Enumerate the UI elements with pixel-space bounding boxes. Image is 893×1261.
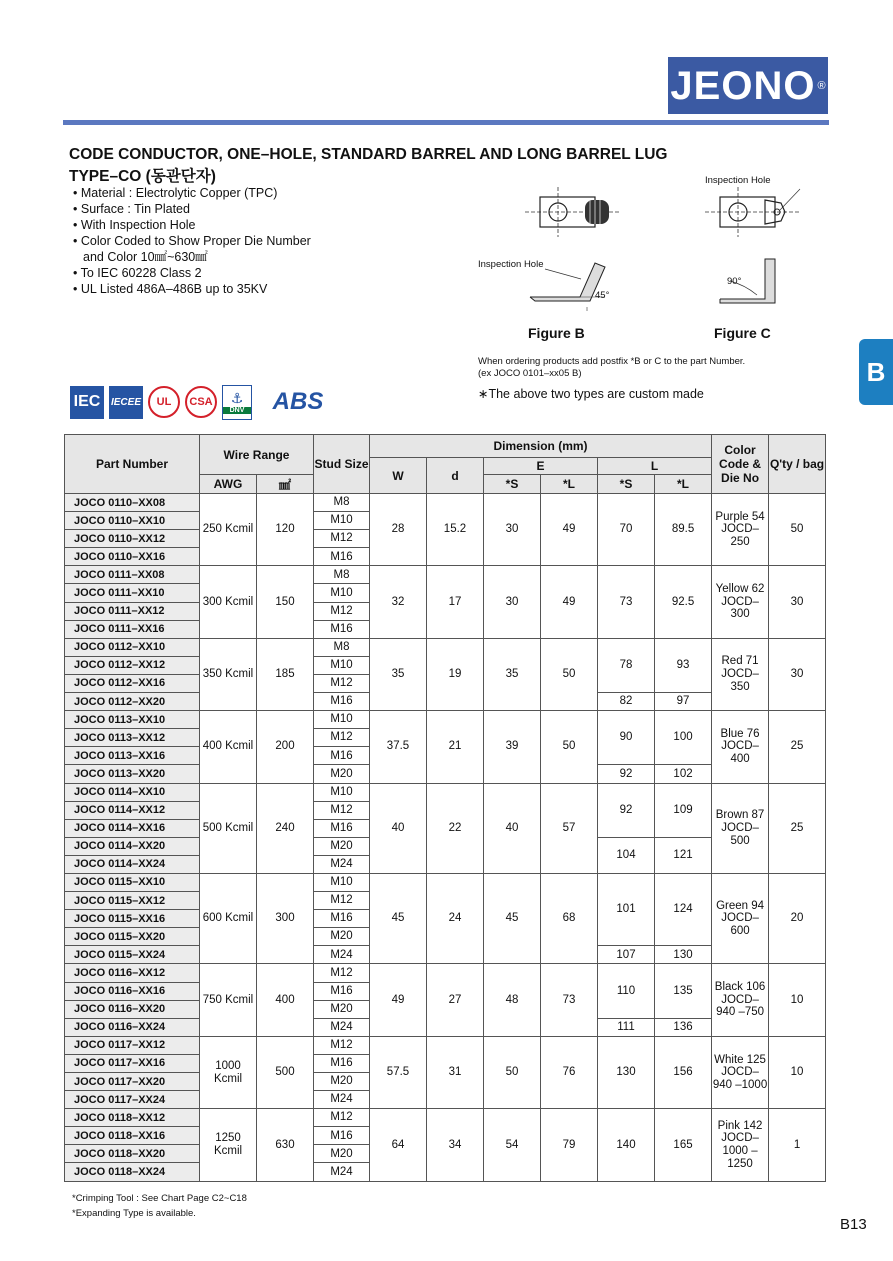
part-number-cell: JOCO 0115–XX10: [65, 873, 200, 891]
qty-cell: 30: [769, 566, 826, 638]
figure-b-label: Figure B: [528, 325, 585, 341]
e-s-cell: 39: [484, 711, 541, 783]
e-l-cell: 68: [541, 873, 598, 963]
mm2-cell: 200: [257, 711, 314, 783]
feature-item: • Color Coded to Show Proper Die Number: [73, 233, 311, 249]
awg-cell: 1000 Kcmil: [200, 1036, 257, 1108]
feature-item: • Surface : Tin Plated: [73, 201, 311, 217]
figure-b-top-view: [525, 185, 625, 240]
l-l-cell: 109: [655, 783, 712, 837]
color-code-cell: Brown 87 JOCD–500: [712, 783, 769, 873]
stud-size-cell: M20: [314, 765, 370, 783]
stud-size-cell: M20: [314, 1145, 370, 1163]
part-number-cell: JOCO 0112–XX12: [65, 656, 200, 674]
brand-logo: [668, 57, 828, 114]
part-number-cell: JOCO 0116–XX20: [65, 1000, 200, 1018]
footnote-crimping: *Crimping Tool : See Chart Page C2~C18: [72, 1193, 247, 1204]
part-number-cell: JOCO 0114–XX16: [65, 819, 200, 837]
qty-cell: 50: [769, 494, 826, 566]
e-l-cell: 76: [541, 1036, 598, 1108]
feature-item: • To IEC 60228 Class 2: [73, 265, 311, 281]
section-tab[interactable]: B: [859, 339, 893, 405]
header-l: L: [598, 458, 712, 475]
l-l-cell: 89.5: [655, 494, 712, 566]
l-l-cell: 156: [655, 1036, 712, 1108]
stud-size-cell: M16: [314, 693, 370, 711]
part-number-cell: JOCO 0111–XX12: [65, 602, 200, 620]
awg-cell: 600 Kcmil: [200, 873, 257, 963]
feature-item-continued: and Color 10㎟~630㎟: [83, 250, 208, 264]
stud-size-cell: M20: [314, 837, 370, 855]
l-s-cell: 101: [598, 873, 655, 945]
l-s-cell: 90: [598, 711, 655, 765]
part-number-cell: JOCO 0111–XX08: [65, 566, 200, 584]
w-cell: 40: [370, 783, 427, 873]
header-stud-size: Stud Size: [314, 435, 370, 494]
stud-size-cell: M8: [314, 638, 370, 656]
feature-item: • Material : Electrolytic Copper (TPC): [73, 185, 311, 201]
part-number-cell: JOCO 0116–XX12: [65, 964, 200, 982]
part-number-cell: JOCO 0116–XX16: [65, 982, 200, 1000]
part-number-cell: JOCO 0117–XX24: [65, 1091, 200, 1109]
l-l-cell: 97: [655, 693, 712, 711]
table-row: [65, 566, 826, 584]
l-s-cell: 111: [598, 1018, 655, 1036]
header-l-l: *L: [655, 475, 712, 494]
table-row: [65, 638, 826, 656]
mm2-cell: 630: [257, 1109, 314, 1181]
brand-name: JEONO: [670, 63, 816, 108]
stud-size-cell: M16: [314, 910, 370, 928]
table-row: [65, 494, 826, 512]
l-s-cell: 70: [598, 494, 655, 566]
order-note: [478, 356, 745, 380]
l-s-cell: 78: [598, 638, 655, 692]
anchor-icon: ⚓: [230, 390, 244, 406]
stud-size-cell: M12: [314, 964, 370, 982]
l-s-cell: 92: [598, 783, 655, 837]
l-l-cell: 135: [655, 964, 712, 1018]
mm2-cell: 185: [257, 638, 314, 710]
color-code-cell: Purple 54 JOCD–250: [712, 494, 769, 566]
w-cell: 57.5: [370, 1036, 427, 1108]
part-number-cell: JOCO 0115–XX16: [65, 910, 200, 928]
e-l-cell: 79: [541, 1109, 598, 1181]
part-number-cell: JOCO 0110–XX16: [65, 548, 200, 566]
stud-size-cell: M12: [314, 602, 370, 620]
page-number: B13: [840, 1216, 867, 1233]
stud-size-cell: M8: [314, 566, 370, 584]
table-row: [65, 711, 826, 729]
awg-cell: 350 Kcmil: [200, 638, 257, 710]
part-number-cell: JOCO 0116–XX24: [65, 1018, 200, 1036]
part-number-cell: JOCO 0118–XX12: [65, 1109, 200, 1127]
l-s-cell: 130: [598, 1036, 655, 1108]
stud-size-cell: M16: [314, 747, 370, 765]
certification-logos: [70, 384, 339, 420]
d-cell: 19: [427, 638, 484, 710]
angle-label-b: 45°: [595, 290, 610, 301]
e-l-cell: 73: [541, 964, 598, 1036]
feature-item: • With Inspection Hole: [73, 217, 311, 233]
part-number-cell: JOCO 0110–XX10: [65, 512, 200, 530]
w-cell: 32: [370, 566, 427, 638]
awg-cell: 250 Kcmil: [200, 494, 257, 566]
abs-logo: ABS: [272, 388, 324, 415]
stud-size-cell: M12: [314, 1109, 370, 1127]
stud-size-cell: M12: [314, 729, 370, 747]
part-number-cell: JOCO 0115–XX12: [65, 892, 200, 910]
part-number-cell: JOCO 0115–XX24: [65, 946, 200, 964]
color-code-cell: Pink 142 JOCD–1000 –1250: [712, 1109, 769, 1181]
spec-table: [64, 434, 826, 1182]
page-title: CODE CONDUCTOR, ONE–HOLE, STANDARD BARREL AND LONG BARREL LUG: [69, 146, 668, 163]
l-l-cell: 130: [655, 946, 712, 964]
header-e: E: [484, 458, 598, 475]
part-number-cell: JOCO 0113–XX20: [65, 765, 200, 783]
stud-size-cell: M16: [314, 548, 370, 566]
table-row: [65, 1036, 826, 1054]
qty-cell: 10: [769, 964, 826, 1036]
part-number-cell: JOCO 0110–XX08: [65, 494, 200, 512]
awg-cell: 400 Kcmil: [200, 711, 257, 783]
e-s-cell: 48: [484, 964, 541, 1036]
mm2-cell: 400: [257, 964, 314, 1036]
mm2-cell: 120: [257, 494, 314, 566]
w-cell: 37.5: [370, 711, 427, 783]
stud-size-cell: M10: [314, 873, 370, 891]
table-row: [65, 1109, 826, 1127]
feature-list: [73, 185, 311, 297]
part-number-cell: JOCO 0112–XX10: [65, 638, 200, 656]
d-cell: 17: [427, 566, 484, 638]
l-s-cell: 73: [598, 566, 655, 638]
w-cell: 64: [370, 1109, 427, 1181]
dnv-logo: [222, 385, 252, 420]
stud-size-cell: M16: [314, 819, 370, 837]
header-divider: [63, 120, 829, 125]
custom-made-note: ∗The above two types are custom made: [478, 387, 704, 401]
e-s-cell: 30: [484, 566, 541, 638]
stud-size-cell: M10: [314, 584, 370, 602]
header-qty: Q'ty / bag: [769, 435, 826, 494]
l-l-cell: 136: [655, 1018, 712, 1036]
e-s-cell: 45: [484, 873, 541, 963]
e-l-cell: 50: [541, 711, 598, 783]
mm2-cell: 150: [257, 566, 314, 638]
e-s-cell: 35: [484, 638, 541, 710]
angle-label-c: 90°: [727, 276, 742, 287]
stud-size-cell: M24: [314, 1163, 370, 1181]
header-color-code: Color Code & Die No: [712, 435, 769, 494]
l-l-cell: 102: [655, 765, 712, 783]
page-subtitle: TYPE–CO (동관단자): [69, 168, 216, 185]
color-code-cell: Yellow 62 JOCD–300: [712, 566, 769, 638]
brand-registered-mark: ®: [817, 79, 826, 92]
e-s-cell: 54: [484, 1109, 541, 1181]
l-s-cell: 92: [598, 765, 655, 783]
part-number-cell: JOCO 0115–XX20: [65, 928, 200, 946]
l-l-cell: 165: [655, 1109, 712, 1181]
stud-size-cell: M20: [314, 928, 370, 946]
l-s-cell: 107: [598, 946, 655, 964]
color-code-cell: Black 106 JOCD–940 –750: [712, 964, 769, 1036]
qty-cell: 30: [769, 638, 826, 710]
d-cell: 22: [427, 783, 484, 873]
e-l-cell: 49: [541, 566, 598, 638]
mm2-cell: 300: [257, 873, 314, 963]
stud-size-cell: M12: [314, 1036, 370, 1054]
stud-size-cell: M20: [314, 1073, 370, 1091]
awg-cell: 500 Kcmil: [200, 783, 257, 873]
stud-size-cell: M10: [314, 512, 370, 530]
part-number-cell: JOCO 0111–XX10: [65, 584, 200, 602]
stud-size-cell: M10: [314, 711, 370, 729]
qty-cell: 1: [769, 1109, 826, 1181]
part-number-cell: JOCO 0114–XX12: [65, 801, 200, 819]
figure-b-side-view: [525, 255, 625, 315]
iec-logo: IEC: [70, 386, 104, 419]
stud-size-cell: M16: [314, 1054, 370, 1072]
part-number-cell: JOCO 0114–XX20: [65, 837, 200, 855]
stud-size-cell: M10: [314, 656, 370, 674]
d-cell: 31: [427, 1036, 484, 1108]
part-number-cell: JOCO 0114–XX10: [65, 783, 200, 801]
part-number-cell: JOCO 0118–XX16: [65, 1127, 200, 1145]
iecee-logo: IECEE: [109, 386, 143, 419]
header-awg: AWG: [200, 475, 257, 494]
l-s-cell: 82: [598, 693, 655, 711]
stud-size-cell: M12: [314, 674, 370, 692]
color-code-cell: Blue 76 JOCD–400: [712, 711, 769, 783]
header-e-s: *S: [484, 475, 541, 494]
qty-cell: 25: [769, 783, 826, 873]
awg-cell: 300 Kcmil: [200, 566, 257, 638]
stud-size-cell: M12: [314, 530, 370, 548]
l-l-cell: 92.5: [655, 566, 712, 638]
part-number-cell: JOCO 0112–XX20: [65, 693, 200, 711]
e-l-cell: 57: [541, 783, 598, 873]
d-cell: 34: [427, 1109, 484, 1181]
part-number-cell: JOCO 0117–XX16: [65, 1054, 200, 1072]
table-row: [65, 873, 826, 891]
csa-logo: CSA: [185, 386, 217, 418]
stud-size-cell: M24: [314, 855, 370, 873]
stud-size-cell: M12: [314, 801, 370, 819]
e-s-cell: 50: [484, 1036, 541, 1108]
e-s-cell: 40: [484, 783, 541, 873]
awg-cell: 1250 Kcmil: [200, 1109, 257, 1181]
mm2-cell: 500: [257, 1036, 314, 1108]
spec-table-body: [65, 494, 826, 1182]
stud-size-cell: M24: [314, 1091, 370, 1109]
part-number-cell: JOCO 0113–XX12: [65, 729, 200, 747]
e-l-cell: 49: [541, 494, 598, 566]
part-number-cell: JOCO 0118–XX24: [65, 1163, 200, 1181]
w-cell: 35: [370, 638, 427, 710]
stud-size-cell: M16: [314, 620, 370, 638]
stud-size-cell: M24: [314, 1018, 370, 1036]
inspection-hole-label-c: Inspection Hole: [705, 175, 771, 186]
footnote-expanding: *Expanding Type is available.: [72, 1208, 196, 1219]
header-w: W: [370, 458, 427, 494]
l-l-cell: 124: [655, 873, 712, 945]
header-wire-range: Wire Range: [200, 435, 314, 475]
d-cell: 15.2: [427, 494, 484, 566]
w-cell: 49: [370, 964, 427, 1036]
stud-size-cell: M12: [314, 892, 370, 910]
qty-cell: 25: [769, 711, 826, 783]
table-row: [65, 964, 826, 982]
w-cell: 28: [370, 494, 427, 566]
l-s-cell: 140: [598, 1109, 655, 1181]
part-number-cell: JOCO 0114–XX24: [65, 855, 200, 873]
header-d: d: [427, 458, 484, 494]
l-s-cell: 110: [598, 964, 655, 1018]
w-cell: 45: [370, 873, 427, 963]
l-l-cell: 121: [655, 837, 712, 873]
qty-cell: 10: [769, 1036, 826, 1108]
l-l-cell: 100: [655, 711, 712, 765]
stud-size-cell: M10: [314, 783, 370, 801]
part-number-cell: JOCO 0117–XX20: [65, 1073, 200, 1091]
stud-size-cell: M24: [314, 946, 370, 964]
header-e-l: *L: [541, 475, 598, 494]
stud-size-cell: M16: [314, 982, 370, 1000]
mm2-cell: 240: [257, 783, 314, 873]
header-dimension: Dimension (mm): [370, 435, 712, 458]
qty-cell: 20: [769, 873, 826, 963]
header-l-s: *S: [598, 475, 655, 494]
awg-cell: 750 Kcmil: [200, 964, 257, 1036]
part-number-cell: JOCO 0113–XX16: [65, 747, 200, 765]
figure-c-label: Figure C: [714, 325, 771, 341]
part-number-cell: JOCO 0111–XX16: [65, 620, 200, 638]
e-l-cell: 50: [541, 638, 598, 710]
part-number-cell: JOCO 0112–XX16: [65, 674, 200, 692]
color-code-cell: Red 71 JOCD–350: [712, 638, 769, 710]
inspection-hole-label-b: Inspection Hole: [478, 259, 544, 270]
part-number-cell: JOCO 0113–XX10: [65, 711, 200, 729]
feature-item: • UL Listed 486A–486B up to 35KV: [73, 281, 311, 297]
ul-logo: UL: [148, 386, 180, 418]
stud-size-cell: M16: [314, 1127, 370, 1145]
figure-c-top-view: [705, 185, 805, 240]
part-number-cell: JOCO 0117–XX12: [65, 1036, 200, 1054]
part-number-cell: JOCO 0110–XX12: [65, 530, 200, 548]
stud-size-cell: M8: [314, 494, 370, 512]
l-l-cell: 93: [655, 638, 712, 692]
d-cell: 21: [427, 711, 484, 783]
part-number-cell: JOCO 0118–XX20: [65, 1145, 200, 1163]
table-row: [65, 783, 826, 801]
d-cell: 27: [427, 964, 484, 1036]
e-s-cell: 30: [484, 494, 541, 566]
header-mm2: ㎟: [257, 475, 314, 494]
d-cell: 24: [427, 873, 484, 963]
order-note-line: When ordering products add postfix *B or C to the part Number.: [478, 356, 746, 367]
order-note-example: (ex JOCO 0101–xx05 B): [478, 368, 582, 379]
dnv-label: DNV: [223, 407, 251, 414]
l-s-cell: 104: [598, 837, 655, 873]
stud-size-cell: M20: [314, 1000, 370, 1018]
color-code-cell: Green 94 JOCD–600: [712, 873, 769, 963]
color-code-cell: White 125 JOCD–940 –1000: [712, 1036, 769, 1108]
header-part-number: Part Number: [65, 435, 200, 494]
